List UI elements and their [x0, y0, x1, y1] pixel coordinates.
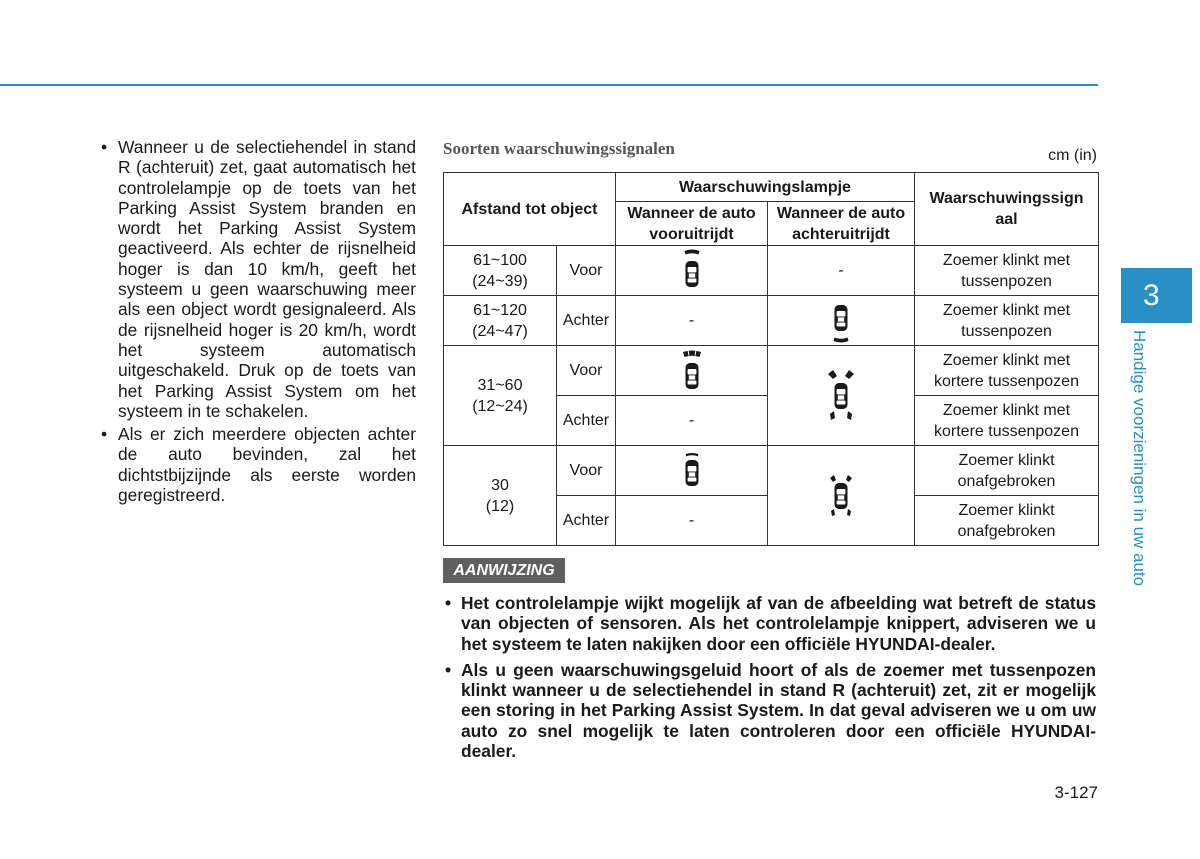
distance-cell: 61~120 (24~47)	[444, 296, 557, 346]
car-corners-near-warning-icon	[768, 446, 915, 546]
signal-cell: Zoemer klinkt met kortere tussenpozen	[915, 396, 1099, 446]
header-lamp-reverse: Wanneer de auto achteruitrijdt	[768, 202, 915, 246]
left-bullet-list	[100, 137, 416, 505]
side-cell: Achter	[557, 396, 616, 446]
page-number: 3-127	[1054, 783, 1098, 802]
note-bullet: • Het controlelampje wijkt mogelijk af van de afbeelding wat betreft de status van objecten of sensoren. Als het controlelampje knippert, adviseren we u het systeem te laten nakijken door een officiële HYUNDAI-dealer.	[443, 593, 1096, 654]
chapter-tab: 3	[1121, 268, 1192, 323]
left-column	[100, 137, 416, 508]
car-corners-medium-warning-icon	[768, 346, 915, 446]
top-rule	[0, 84, 1098, 86]
car-front-near-warning-icon	[616, 446, 768, 496]
distance-cell: 61~100 (24~39)	[444, 246, 557, 296]
lamp-forward-cell: -	[616, 496, 768, 546]
header-distance: Afstand tot object	[444, 173, 616, 246]
side-cell: Achter	[557, 496, 616, 546]
side-cell: Voor	[557, 346, 616, 396]
section-title: Soorten waarschuwingssignalen	[443, 139, 675, 158]
signal-cell: Zoemer klinkt met tussenpozen	[915, 296, 1099, 346]
side-cell: Voor	[557, 246, 616, 296]
note-bullet-list	[443, 593, 1096, 767]
note-bullet: • Als u geen waarschuwingsgeluid hoort of als de zoemer met tussenpozen klinkt wanneer u de selectiehendel in stand R (achteruit) zet, zit er mogelijk een storing in het Parking Assist System. In dat geval adviseren we u om uw auto zo snel mogelijk te laten controleren door een officiële HYUNDAI-dealer.	[443, 660, 1096, 761]
lamp-reverse-cell: -	[768, 246, 915, 296]
side-cell: Voor	[557, 446, 616, 496]
car-front-medium-warning-icon	[616, 346, 768, 396]
warning-signal-table	[443, 172, 1099, 546]
chapter-side-label: Handige voorzieningen in uw auto	[1130, 330, 1149, 587]
header-signal: Waarschuwingssign aal	[915, 173, 1099, 246]
car-rear-far-warning-icon	[768, 296, 915, 346]
lamp-forward-cell: -	[616, 396, 768, 446]
unit-label: cm (in)	[1048, 147, 1097, 164]
car-front-far-warning-icon	[616, 246, 768, 296]
signal-cell: Zoemer klinkt met kortere tussenpozen	[915, 346, 1099, 396]
distance-cell: 30 (12)	[444, 446, 557, 546]
note-label: AANWIJZING	[443, 558, 565, 583]
lamp-forward-cell: -	[616, 296, 768, 346]
signal-cell: Zoemer klinkt met tussenpozen	[915, 246, 1099, 296]
left-bullet: • Als er zich meerdere objecten achter de auto bevinden, zal het dichtstbijzijnde als eerste worden geregistreerd.	[100, 424, 416, 505]
signal-cell: Zoemer klinkt onafgebroken	[915, 446, 1099, 496]
header-lamp: Waarschuwingslampje	[616, 173, 915, 202]
distance-cell: 31~60 (12~24)	[444, 346, 557, 446]
signal-cell: Zoemer klinkt onafgebroken	[915, 496, 1099, 546]
left-bullet: • Wanneer u de selectiehendel in stand R (achteruit) zet, gaat automatisch het controlelampje op de toets van het Parking Assist System branden en wordt het Parking Assist System geactiveerd. Als echter de rijsnelheid hoger is dan 10 km/h, geeft het systeem u geen waarschuwing meer als een object wordt gesignaleerd. Als de rijsnelheid hoger is 20 km/h, wordt het systeem automatisch uitgeschakeld. Druk op de toets van het Parking Assist System om het systeem in te schakelen.	[100, 137, 416, 421]
header-lamp-forward: Wanneer de auto vooruitrijdt	[616, 202, 768, 246]
side-cell: Achter	[557, 296, 616, 346]
